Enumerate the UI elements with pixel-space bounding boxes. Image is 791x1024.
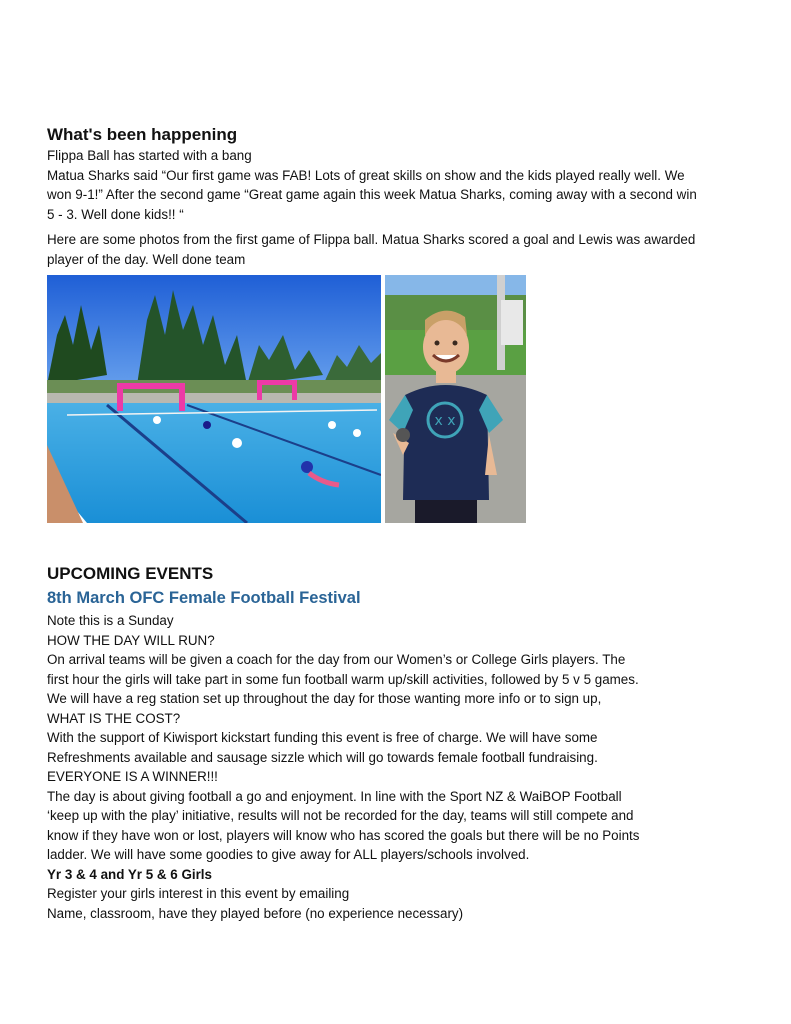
body-line: EVERYONE IS A WINNER!!! <box>47 769 218 784</box>
body-line: Name, classroom, have they played before (no experience necessary) <box>47 905 464 921</box>
body-line: 5 - 3. Well done kids!! “ <box>47 206 184 222</box>
upcoming-events-section <box>47 563 747 923</box>
body-line: won 9-1!” After the second game “Great game again this week Matua Sharks, coming away with a second win <box>47 187 697 202</box>
body-line: On arrival teams will be given a coach for the day from our Women’s or College Girls players. The <box>47 652 626 667</box>
body-line: know if they have won or lost, players will know who has scored the goals but there will be no Points <box>47 827 640 843</box>
body-line: Matua Sharks said “Our first game was FAB! Lots of great skills on show and the kids played really well. We <box>47 167 685 183</box>
event-title: 8th March OFC Female Football Festival <box>47 589 361 607</box>
body-line: ‘keep up with the play’ initiative, results will not be recorded for the day, teams will still compete and <box>47 808 634 823</box>
pool-photo <box>47 275 381 523</box>
newsletter-page <box>47 124 747 923</box>
body-line: first hour the girls will take part in some fun football warm up/skill activities, followed by 5 v 5 games. <box>47 671 639 687</box>
body-line: ladder. We will have some goodies to give away for ALL players/schools involved. <box>47 847 530 862</box>
body-line: Note this is a Sunday <box>47 613 174 628</box>
body-line: Refreshments available and sausage sizzle which will go towards female football fundraising. <box>47 749 598 765</box>
photo-row <box>47 275 747 525</box>
svg-text:x x: x x <box>434 413 456 429</box>
body-line: The day is about giving football a go and enjoyment. In line with the Sport NZ & WaiBOP Football <box>47 788 622 804</box>
body-line: We will have a reg station set up throughout the day for those wanting more info or to sign up, <box>47 691 602 706</box>
upcoming-events-heading: UPCOMING EVENTS <box>47 564 214 583</box>
body-line: WHAT IS THE COST? <box>47 710 181 726</box>
body-line: Here are some photos from the first game of Flippa ball. Matua Sharks scored a goal and Lewis was awarded <box>47 232 696 247</box>
body-line: HOW THE DAY WILL RUN? <box>47 632 215 648</box>
body-line: With the support of Kiwisport kickstart funding this event is free of charge. We will have some <box>47 730 598 745</box>
body-line: Flippa Ball has started with a bang <box>47 148 252 163</box>
whats-been-happening-heading: What's been happening <box>47 125 238 144</box>
years-heading: Yr 3 & 4 and Yr 5 & 6 Girls <box>47 866 212 882</box>
body-line: player of the day. Well done team <box>47 251 246 267</box>
player-of-the-day-photo <box>385 275 526 523</box>
body-line: Register your girls interest in this event by emailing <box>47 886 350 901</box>
